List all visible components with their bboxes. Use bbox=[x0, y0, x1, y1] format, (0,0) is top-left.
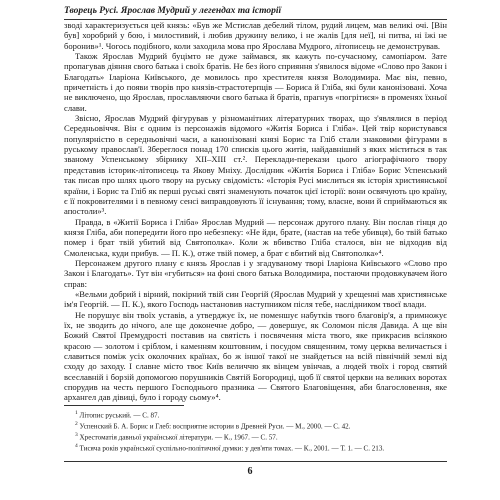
footer-rule bbox=[64, 461, 447, 462]
paragraph: зводі характеризується цей князь: «Був же Мстислав дебелий тілом, рудий лицем, мав великі очі. [Він був] хоробрий у бою, і милостивий, і любив дружину велико, і не жалів [для неї], ні питва, ні їжі не боронив»¹. Чогось подібного, коли заходила мова про Ярослава Мудрого, літописець не демонстрував. bbox=[64, 20, 447, 51]
paragraph: Звісно, Ярослав Мудрий фігурував у різноманітних літературних творах, що з'являлися в період Середньовіччя. Він є одним із персонажів відомого «Житія Бориса і Гліба». Цей твір користувався популярністю в середньовічні часи, а канонізовані князі Борис та Гліб стали знаковими фігурами в руському православ'ї. Збереглося понад 170 списків цього житія, найдавніший з яких міститься в так званому Успенському збірнику XII–XIII ст.². Переклади-перекази цього агіографічного твору представив історик-літописець та Якову Мніху. Дослідник «Житія Бориса і Гліба» Борис Успенський так писав про шлях цього твору на руську свідомість: «Історія Русі мислиться як історія християнської країни, і Борис та Гліб як перші руські святі знаменують початок цієї історії: вони освячують цю країну, є її покровителями і в певному сенсі виправдовують її існування; тому, власне, вони й сприймаються як апостоли»³. bbox=[64, 113, 447, 217]
paragraph: Правда, в «Житії Бориса і Гліба» Ярослав Мудрий — персонаж другого плану. Він послав гінця до князя Гліба, аби попередити його про небезпеку: «Не йди, брате, (настав на тебе убивця), бо твій батько помер і брат твій убитий від Святополка». Коли ж вбивство Гліба сталося, він не відходив від Смоленська, куди прибув. — П. К.), отже твій помер, а брат є вбитий від Святополка»⁴. bbox=[64, 216, 447, 258]
footnotes bbox=[64, 409, 447, 453]
page-number: 6 bbox=[247, 466, 253, 477]
body-text bbox=[64, 20, 447, 403]
footnote-divider bbox=[64, 405, 184, 406]
paragraph: Персонажем другого плану є князь Ярослав і у згадуваному творі Іларіона Київського «Слово про Закон і Благодать». Тут він «губиться» на фоні свого батька Володимира, постаючи продовжувачем його справ: bbox=[64, 257, 447, 289]
running-head: Творець Русі. Ярослав Мудрий у легендах та історії bbox=[64, 6, 282, 16]
footnote: $^2$ Успенский Б. А. Борис и Глеб: восприятие истории в Древней Руси. — М., 2000. — С. 42. bbox=[75, 420, 351, 431]
quote-paragraph: «Вельми добрий і вірний, покірний твій син Георгій (Ярослав Мудрий у хрещенні мав християнське ім'я Георгій. — П. К.), якого Господь настановив наступником після тебе, наслідником твоєї влади. bbox=[64, 288, 447, 310]
footnote: $^4$ Тисяча років української суспільно-політичної думки: у дев'яти томах. — К., 2001. — Т. 1. — С. 213. bbox=[75, 442, 385, 453]
footnote: $^1$ Літопис руський. — С. 87. bbox=[75, 410, 160, 420]
paragraph: Також Ярослав Мудрий буцімто не дуже займався, як кажуть по-сучасному, самопіаром. Зате пропагував діяння свого батька і своїх братів. Не без його сприяння з'явилося відоме «Слово про Закон і Благодать» Іларіона Київського, де мовилось про хрестителя князя Володимира. Має він, певно, причетність і до появи творів про князів-страстотерпців — Бориса й Гліба, які були канонізовані. Хоча не виключено, що Ярослав, прославляючи свого батька й братів, прагнув «погрітися» в променях їхньої слави. bbox=[64, 51, 447, 113]
footnote: $^3$ Хрестоматія давньої української літератури. — К., 1967. — С. 57. bbox=[75, 431, 278, 442]
quote-paragraph: Не порушує він твоїх уставів, а утверджує їх, не поменшує набутків твого благовір'я, а примножує їх, не зводить до нічого, але ще доконечне добро, — довершує, як Соломон після Давида. А ще він Божий Святої Премудрості поставив на святість і посвячення міста твого, яке прикрасив всілякою красою — золотом і сріблом, і каменням коштовним, і посудом священним, тому церква величається і славиться поміж усіх околочних країнах, бо ж іншої такої не знайдеться на всій північній землі від сходу до заходу. І славне місто твоє Київ величчю як вінцем увінчав, а людей твоїх і город святий всеславній і борзій допомогою порушників Святій Богородиці, щоб її святої церкви на великих воротах спорудив на честь першого Господнього празника — Святого Благовіщення, аби благословення, яке архангел дав дівиці, було і городу сьому»⁴. bbox=[64, 309, 447, 403]
